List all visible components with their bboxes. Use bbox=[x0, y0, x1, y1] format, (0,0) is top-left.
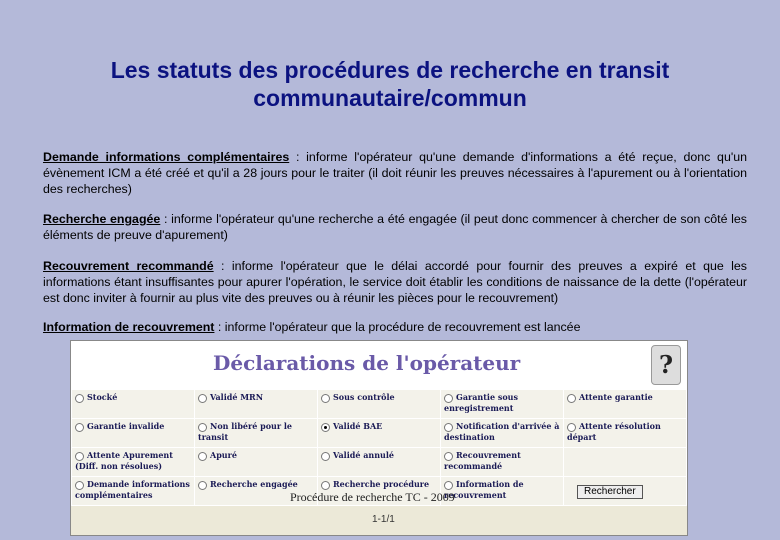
radio-icon[interactable] bbox=[444, 452, 453, 461]
help-icon[interactable]: ? bbox=[651, 345, 681, 385]
option-cell[interactable] bbox=[195, 419, 318, 448]
option-label: Information de recouvrement bbox=[444, 479, 524, 500]
option-cell[interactable] bbox=[564, 390, 687, 419]
term-demande-informations: Demande informations complémentaires bbox=[43, 150, 290, 164]
paragraph-information-recouvrement bbox=[43, 319, 747, 335]
option-label: Recherche engagée bbox=[210, 479, 298, 489]
option-label: Notification d'arrivée à destination bbox=[444, 421, 560, 442]
empty-cell bbox=[564, 448, 687, 477]
term-recouvrement-recommande: Recouvrement recommandé bbox=[43, 259, 214, 273]
option-label: Demande informations complémentaires bbox=[75, 479, 190, 500]
declarations-header bbox=[71, 341, 687, 389]
option-cell[interactable] bbox=[72, 390, 195, 419]
radio-icon[interactable] bbox=[198, 481, 207, 490]
option-label: Garantie sous enregistrement bbox=[444, 392, 518, 413]
radio-icon[interactable] bbox=[321, 481, 330, 490]
radio-icon[interactable] bbox=[75, 394, 84, 403]
option-cell[interactable] bbox=[441, 390, 564, 419]
paragraph-demande-informations bbox=[43, 149, 747, 197]
radio-icon[interactable] bbox=[444, 481, 453, 490]
desc-recouvrement-recommande: : informe l'opérateur que le délai accordé pour fournir des preuves a expiré et que les informations étant insuffisantes pour apurer l'opération, le service doit établir les conditions de naissance de la dette (l'opérateur est donc inviter à fournir au plus vite des preuves ou à réunir les pièces pour le recouvrement) bbox=[43, 259, 747, 305]
option-label: Stocké bbox=[87, 392, 118, 402]
term-recherche-engagee: Recherche engagée bbox=[43, 212, 161, 226]
option-cell[interactable] bbox=[195, 448, 318, 477]
desc-recherche-engagee: : informe l'opérateur qu'une recherche a été engagée (il peut donc commencer à chercher de son côté les éléments de preuve d'apurement) bbox=[43, 212, 747, 242]
paragraph-recherche-engagee bbox=[43, 211, 747, 243]
option-label: Recouvrement recommandé bbox=[444, 450, 521, 471]
option-label: Apuré bbox=[210, 450, 237, 460]
option-cell[interactable] bbox=[195, 390, 318, 419]
desc-information-recouvrement: : informe l'opérateur que la procédure de recouvrement est lancée bbox=[214, 320, 581, 334]
paragraph-recouvrement-recommande bbox=[43, 258, 747, 306]
option-label: Non libéré pour le transit bbox=[198, 421, 292, 442]
option-cell[interactable] bbox=[441, 419, 564, 448]
page-title: Les statuts des procédures de recherche en transit communautaire/commun bbox=[110, 57, 670, 111]
radio-icon[interactable] bbox=[75, 423, 84, 432]
radio-icon[interactable] bbox=[444, 394, 453, 403]
option-cell[interactable] bbox=[318, 448, 441, 477]
option-label: Attente garantie bbox=[579, 392, 653, 402]
option-label: Attente résolution départ bbox=[567, 421, 661, 442]
option-label: Sous contrôle bbox=[333, 392, 395, 402]
option-label: Validé annulé bbox=[333, 450, 394, 460]
radio-icon[interactable] bbox=[75, 481, 84, 490]
radio-icon[interactable] bbox=[321, 394, 330, 403]
radio-icon[interactable] bbox=[198, 452, 207, 461]
radio-selected-icon[interactable] bbox=[321, 423, 330, 432]
page-number: 1-1/1 bbox=[372, 514, 395, 525]
desc-demande-informations: : informe l'opérateur qu'une demande d'informations a été reçue, donc qu'un évènement ICM a été créé et qu'il a 28 jours pour le traiter (il doit réunir les preuves nécessaires à l'apurement ou à l'orientation des recherches) bbox=[43, 150, 747, 196]
option-cell[interactable] bbox=[441, 448, 564, 477]
radio-icon[interactable] bbox=[321, 452, 330, 461]
option-label: Garantie invalide bbox=[87, 421, 165, 431]
option-cell[interactable] bbox=[441, 477, 564, 506]
radio-icon[interactable] bbox=[198, 423, 207, 432]
radio-icon[interactable] bbox=[198, 394, 207, 403]
status-options-grid bbox=[71, 389, 687, 506]
option-label: Recherche procédure bbox=[333, 479, 430, 489]
slide-footer: Procédure de recherche TC - 2009 bbox=[290, 490, 455, 504]
radio-icon[interactable] bbox=[444, 423, 453, 432]
term-information-recouvrement: Information de recouvrement bbox=[43, 320, 215, 334]
option-cell[interactable] bbox=[72, 477, 195, 506]
search-button[interactable]: Rechercher bbox=[577, 485, 643, 499]
radio-icon[interactable] bbox=[567, 394, 576, 403]
radio-icon[interactable] bbox=[567, 423, 576, 432]
option-label: Validé BAE bbox=[333, 421, 383, 431]
option-cell[interactable] bbox=[318, 390, 441, 419]
option-cell[interactable] bbox=[72, 419, 195, 448]
option-label: Validé MRN bbox=[210, 392, 264, 402]
radio-icon[interactable] bbox=[75, 452, 84, 461]
option-cell[interactable] bbox=[318, 419, 441, 448]
declarations-title: Déclarations de l'opérateur bbox=[213, 351, 521, 375]
option-cell[interactable] bbox=[564, 419, 687, 448]
search-cell bbox=[564, 477, 687, 506]
option-cell[interactable] bbox=[72, 448, 195, 477]
option-label: Attente Apurement (Diff. non résolues) bbox=[75, 450, 173, 471]
declarations-screenshot bbox=[70, 340, 688, 536]
